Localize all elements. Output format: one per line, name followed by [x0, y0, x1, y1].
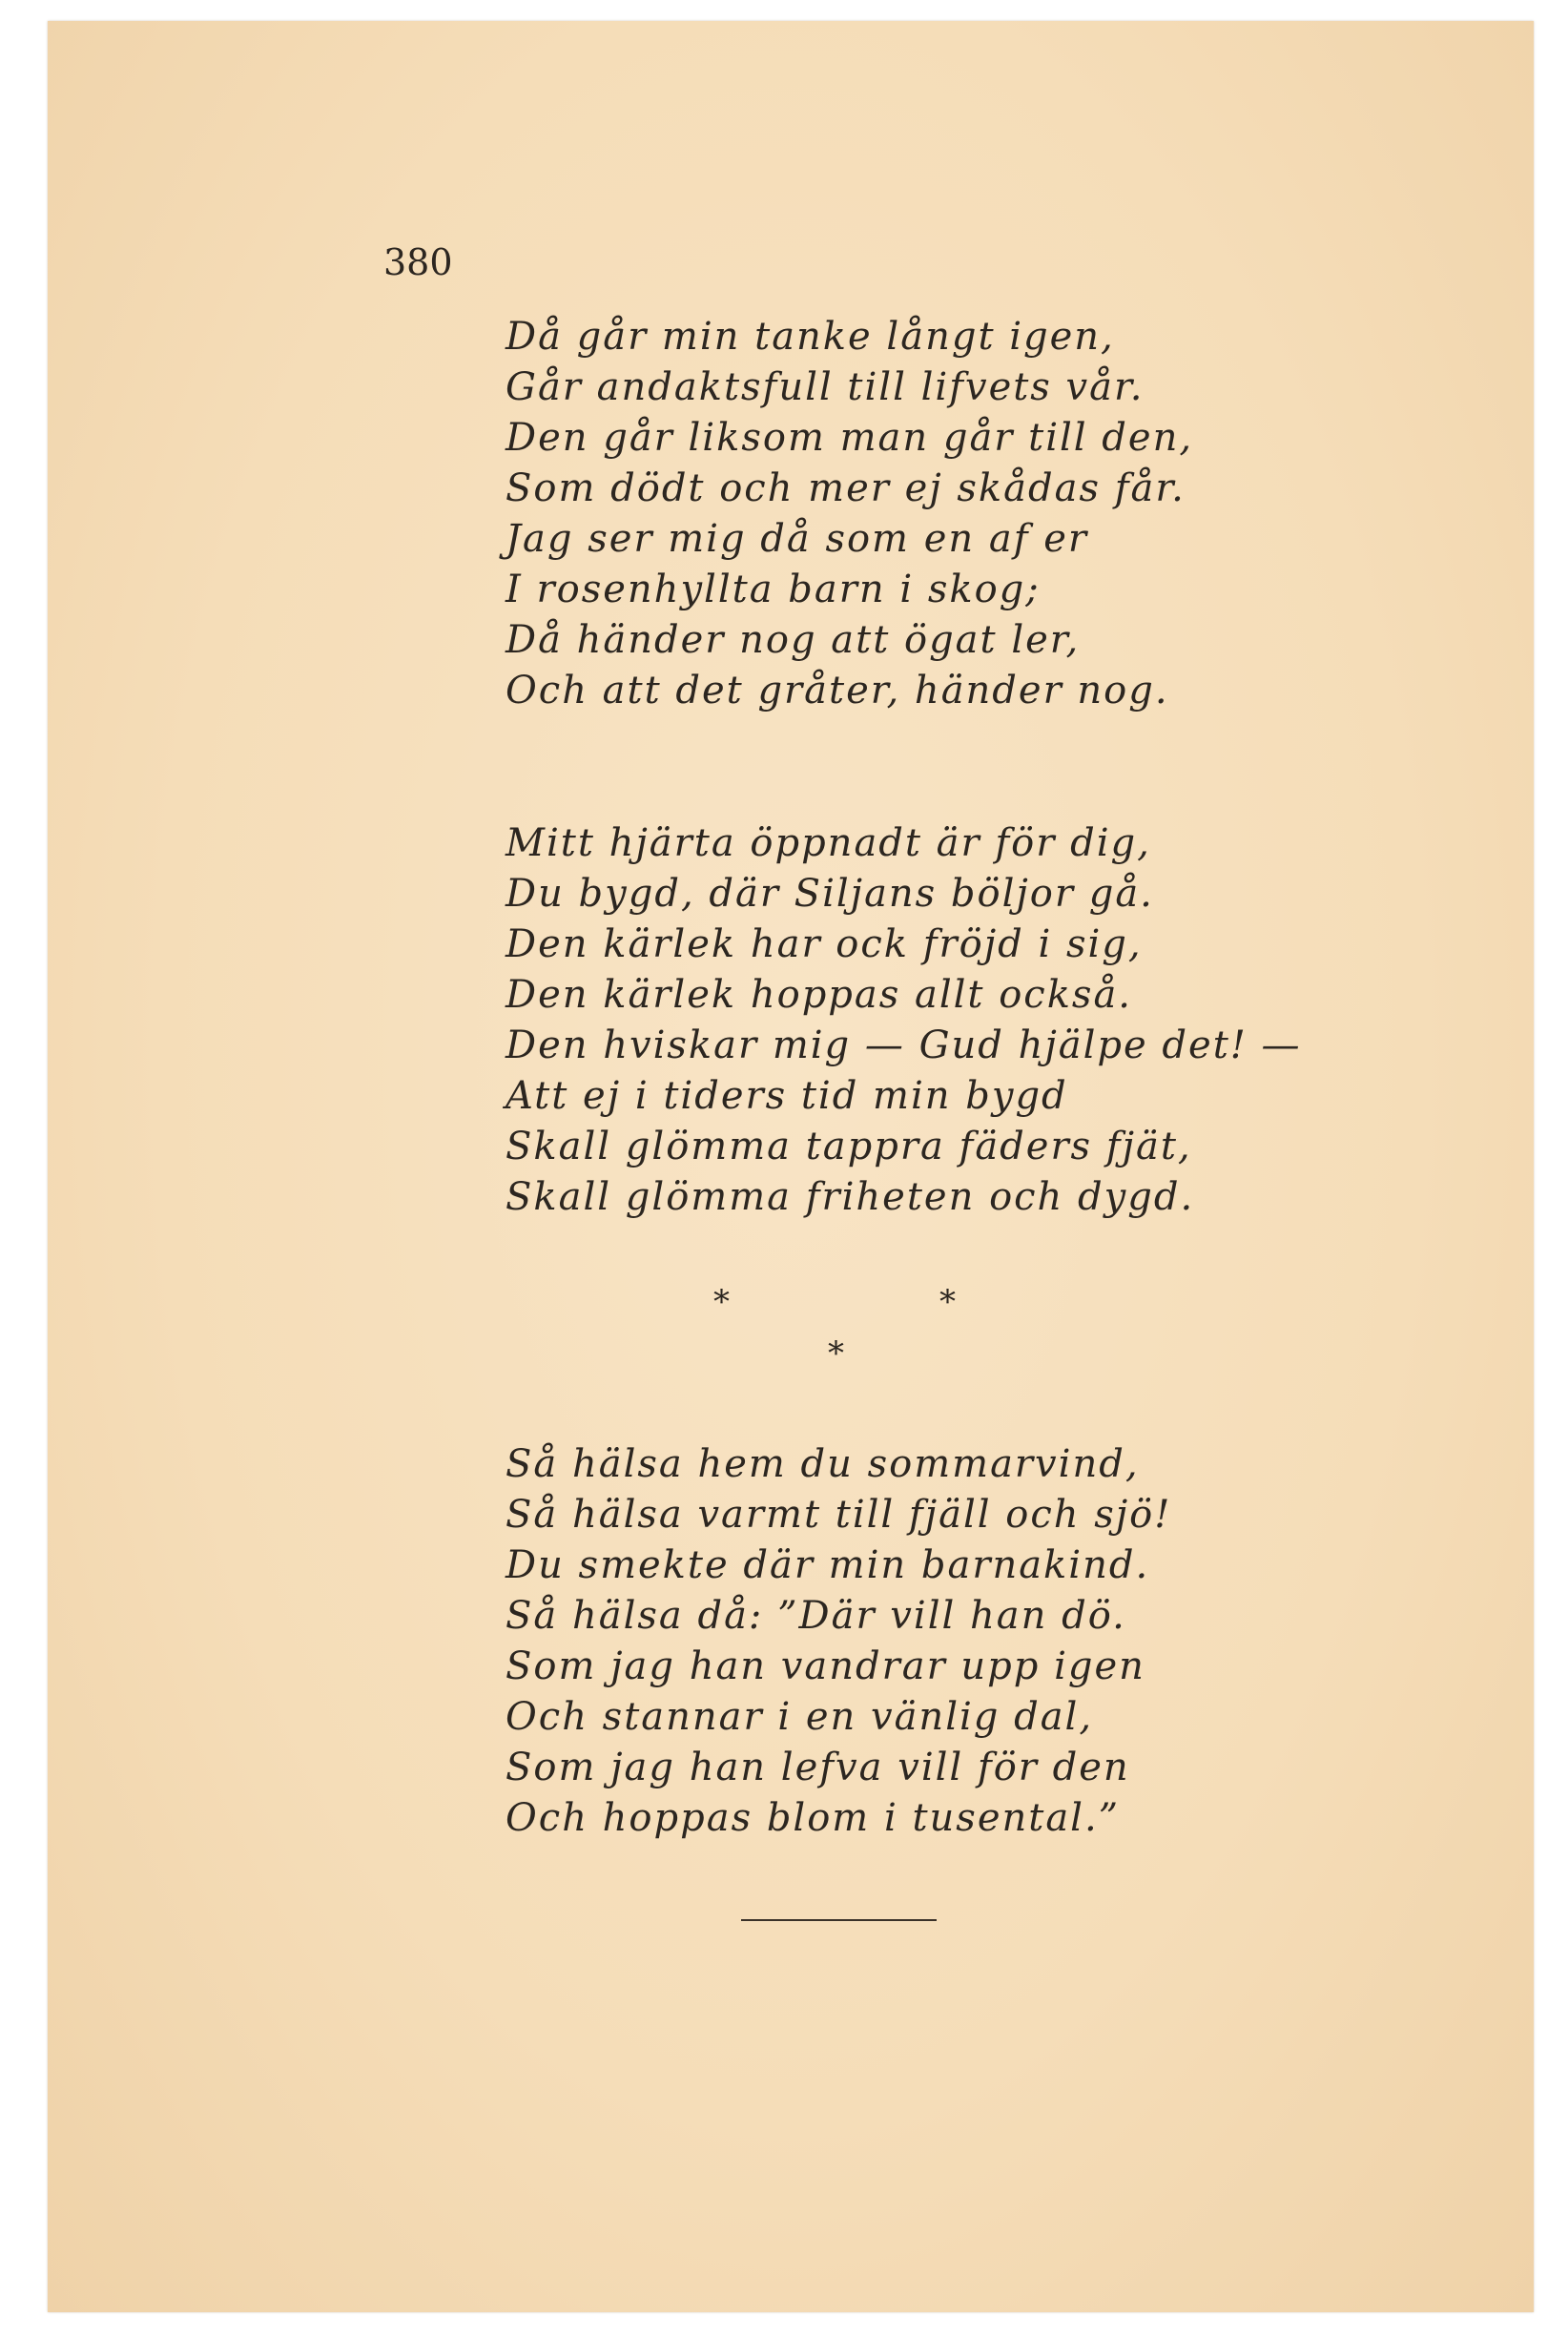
- poem-line: Skall glömma tappra fäders fjät,: [505, 1125, 1192, 1168]
- poem-line: Mitt hjärta öppnadt är för dig,: [505, 821, 1151, 865]
- poem-line: Då händer nog att ögat ler,: [505, 618, 1081, 662]
- poem-line: Som jag han lefva vill för den: [505, 1746, 1130, 1789]
- poem-line: Så hälsa varmt till fjäll och sjö!: [505, 1493, 1172, 1537]
- section-break-asterisk: *: [713, 1283, 730, 1321]
- poem-line: Och att det gråter, händer nog.: [505, 669, 1169, 713]
- book-page: [48, 21, 1534, 2312]
- poem-stanza-1: [505, 312, 1193, 716]
- poem-stanza-2: [505, 818, 1302, 1223]
- poem-line: Den kärlek har ock fröjd i sig,: [505, 922, 1143, 966]
- poem-line: Går andaktsfull till lifvets vår.: [505, 365, 1145, 409]
- poem-line: Som jag han vandrar upp igen: [505, 1644, 1145, 1688]
- poem-line: Som dödt och mer ej skådas får.: [505, 466, 1186, 510]
- poem-line: Den hviskar mig — Gud hjälpe det! —: [505, 1023, 1302, 1067]
- section-break-asterisk: *: [828, 1334, 844, 1373]
- poem-line: Skall glömma friheten och dygd.: [505, 1175, 1195, 1219]
- poem-line: I rosenhyllta barn i skog;: [505, 568, 1041, 611]
- poem-line: Den kärlek hoppas allt också.: [505, 973, 1133, 1017]
- end-rule-divider: [741, 1919, 937, 1921]
- poem-line: Att ej i tiders tid min bygd: [505, 1074, 1068, 1118]
- poem-line: Jag ser mig då som en af er: [505, 517, 1089, 561]
- poem-line: Så hälsa hem du sommarvind,: [505, 1442, 1140, 1486]
- section-break-asterisk: *: [939, 1283, 956, 1321]
- poem-line: Den går liksom man går till den,: [505, 416, 1194, 460]
- poem-line: Och stannar i en vänlig dal,: [505, 1695, 1094, 1739]
- poem-line: Du bygd, där Siljans böljor gå.: [505, 872, 1154, 916]
- poem-line: Och hoppas blom i tusental.”: [505, 1796, 1121, 1840]
- poem-stanza-3: [505, 1439, 1171, 1844]
- poem-line: Då går min tanke långt igen,: [505, 315, 1115, 359]
- poem-line: Du smekte där min barnakind.: [505, 1543, 1150, 1587]
- page-number: 380: [383, 241, 453, 283]
- poem-line: Så hälsa då: ”Där vill han dö.: [505, 1594, 1126, 1638]
